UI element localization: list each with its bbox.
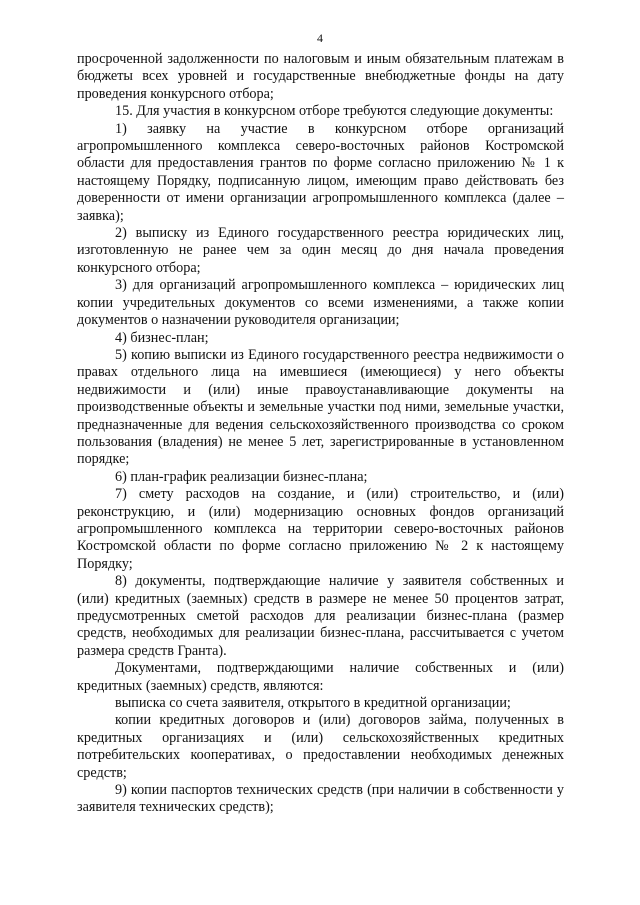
paragraph: 5) копию выписки из Единого государственного реестра недвижимости о правах отдельного лица на имевшиеся (имеющиеся) у него объекты недвижимости и (или) иные правоустанавливающие документы на производственные объекты и земельные участки под ними, земельные участки, предназначенные для ведения сельскохозяйственного производства со сроком пользования (владения) не менее 5 лет, зарегистрированные в установленном порядке; [77,346,564,468]
paragraph: 15. Для участия в конкурсном отборе требуются следующие документы: [115,103,554,120]
paragraph: выписка со счета заявителя, открытого в кредитной организации; [115,695,511,712]
paragraph: 4) бизнес-план; [115,329,209,346]
paragraph: Документами, подтверждающими наличие собственных и (или) кредитных (заемных) средств, являются: [77,660,564,694]
paragraph: 9) копии паспортов технических средств (при наличии в собственности у заявителя технических средств); [77,782,564,816]
paragraph: 3) для организаций агропромышленного комплекса – юридических лиц копии учредительных документов со всеми изменениями, а также копии документов о назначении руководителя организации; [77,277,564,329]
page-number: 4 [317,31,323,45]
paragraph: 7) смету расходов на создание, и (или) строительство, и (или) реконструкцию, и (или) модернизацию основных фондов организаций агропромышленного комплекса на территории северо-восточных районов Костромской области по форме согласно приложению № 2 к настоящему Порядку; [77,486,564,572]
document-body [77,51,564,817]
paragraph: 6) план-график реализации бизнес-плана; [115,468,368,485]
paragraph: 2) выписку из Единого государственного реестра юридических лиц, изготовленную не ранее чем за один месяц до дня начала проведения конкурсного отбора; [77,225,564,276]
paragraph: 1) заявку на участие в конкурсном отборе организаций агропромышленного комплекса северо-восточных районов Костромской области для предоставления грантов по форме согласно приложению № 1 к настоящему Порядку, подписанную лицом, имеющим право действовать без доверенности от имени организации агропромышленного комплекса (далее – заявка); [77,120,564,224]
paragraph: 8) документы, подтверждающие наличие у заявителя собственных и (или) кредитных (заемных) средств в размере не менее 50 процентов затрат, предусмотренных сметой расходов для реализации бизнес-плана (размер средств, необходимых для реализации бизнес-плана, рассчитывается с учетом размера средств Гранта). [77,573,564,659]
paragraph: просроченной задолженности по налоговым и иным обязательным платежам в бюджеты всех уровней и государственные внебюджетные фонды на дату проведения конкурсного отбора; [77,51,564,102]
paragraph: копии кредитных договоров и (или) договоров займа, полученных в кредитных организациях и (или) сельскохозяйственных кредитных потребительских кооперативах, о предоставлении необходимых денежных средств; [77,712,564,781]
